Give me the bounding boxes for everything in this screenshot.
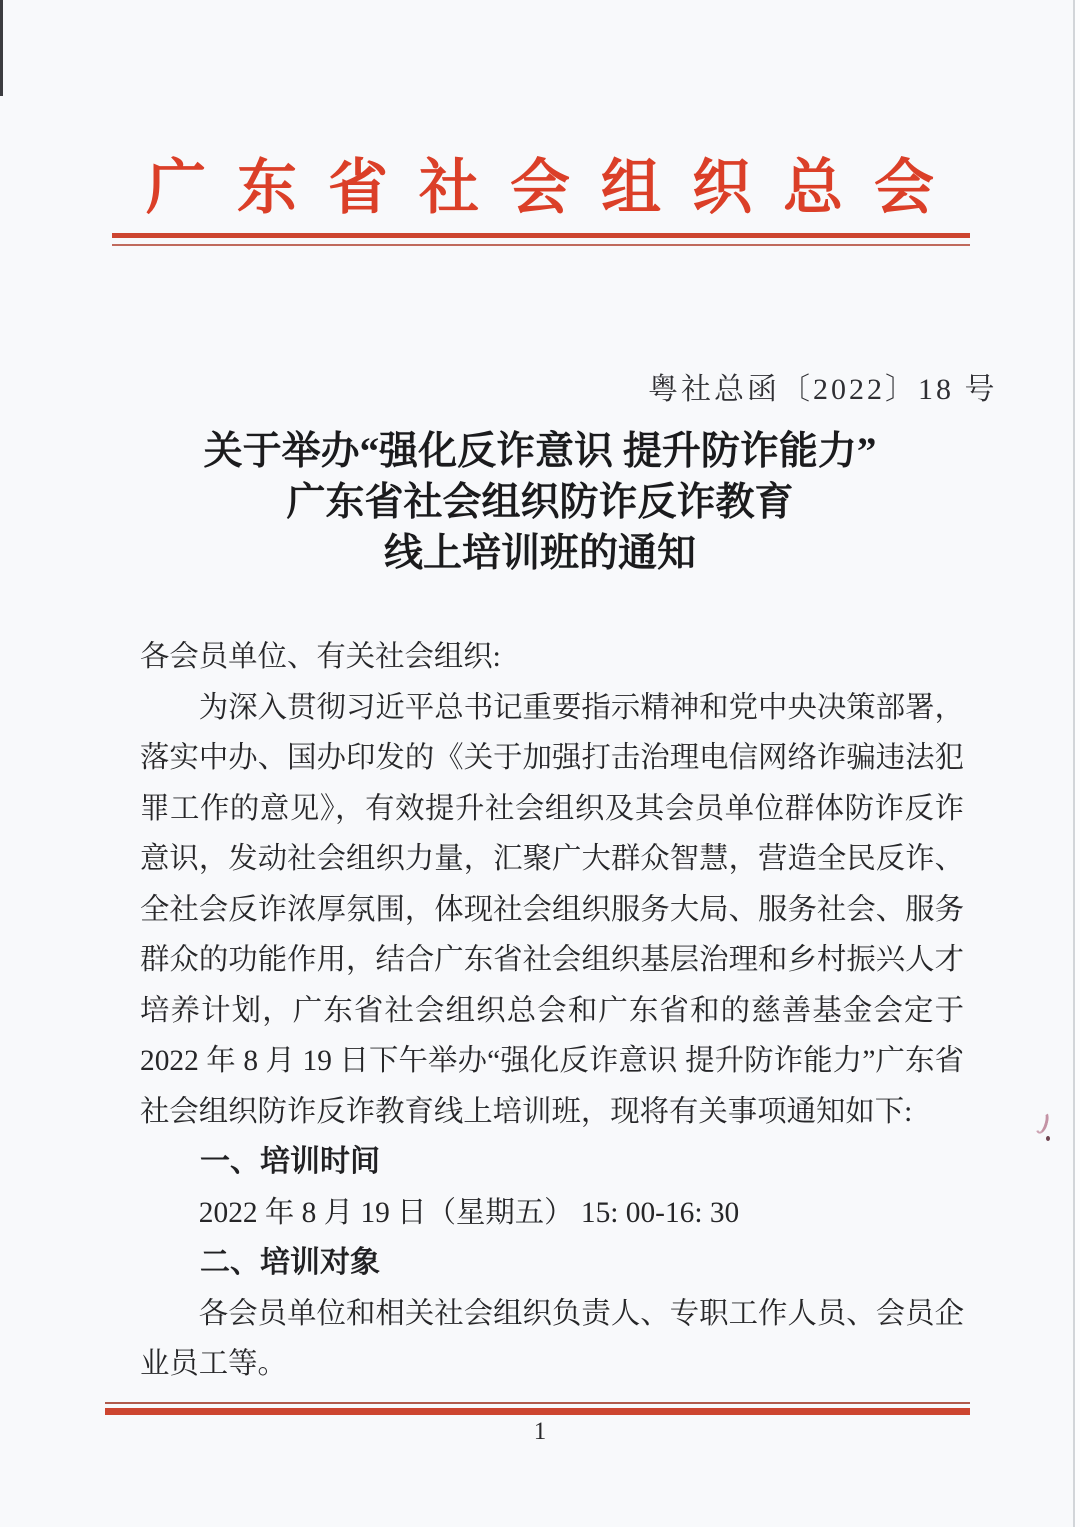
scan-edge-artifact-left xyxy=(0,0,3,96)
notice-title xyxy=(0,426,1080,579)
section-2-content: 各会员单位和相关社会组织负责人、专职工作人员、会员企业员工等。 xyxy=(140,1297,964,1380)
ink-smudge-artifact xyxy=(1033,1109,1051,1135)
letterhead-divider-thick xyxy=(112,233,970,238)
scan-edge-strip-right xyxy=(1075,0,1080,1527)
salutation-line: 各会员单位、有关社会组织: xyxy=(140,641,501,673)
notice-title-line-3: 线上培训班的通知 xyxy=(383,532,696,575)
notice-body xyxy=(140,632,964,1390)
footer-divider-thin xyxy=(105,1402,970,1404)
section-2-heading: 二、培训对象 xyxy=(200,1246,380,1279)
section-1-heading: 一、培训时间 xyxy=(200,1145,380,1178)
notice-title-line-1: 关于举办“强化反诈意识 提升防诈能力” xyxy=(203,430,877,473)
notice-title-line-2: 广东省社会组织防诈反诈教育 xyxy=(286,481,794,524)
intro-paragraph: 为深入贯彻习近平总书记重要指示精神和党中央决策部署，落实中办、国办印发的《关于加强打击治理电信网络诈骗违法犯罪工作的意见》，有效提升社会组织及其会员单位群体防诈反诈意识，发动社会组织力量，汇聚广大群众智慧，营造全民反诈、全社会反诈浓厚氛围，体现社会组织服务大局、服务社会、服务群众的功能作用，结合广东省社会组织基层治理和乡村振兴人才培养计划，广东省社会组织总会和广东省和的慈善基金会定于 2022 年 8 月 19 日下午举办“强化反诈意识 提升防诈能力”广东省社会组织防诈反诈教育线上培训班，现将有关事项通知如下: xyxy=(140,691,964,1128)
letterhead-divider-thin xyxy=(112,244,970,246)
scan-edge-line-right xyxy=(1073,0,1075,1527)
footer-divider-thick xyxy=(105,1408,970,1415)
section-1-content: 2022 年 8 月 19 日（星期五） 15: 00-16: 30 xyxy=(198,1196,740,1229)
letterhead-org-name: 广东省社会组织总会 xyxy=(146,155,965,221)
page-number: 1 xyxy=(533,1418,547,1445)
document-number: 粤社总函〔2022〕18 号 xyxy=(648,373,998,406)
ink-dot-artifact xyxy=(1046,1136,1050,1141)
